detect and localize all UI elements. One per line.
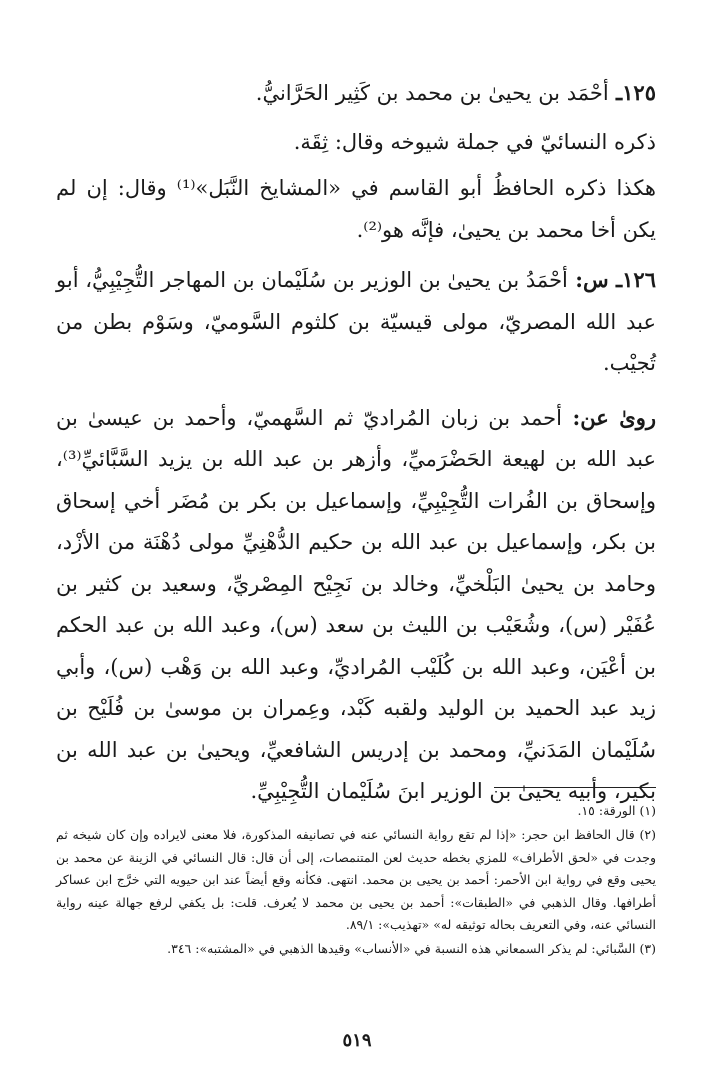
entry-text: هكذا ذكره الحافظُ أبو القاسم في «المشايخ النَّبَل»⁽¹⁾ وقال: إن لم يكن أخا محمد بن يحيىٰ، فإنَّه هو⁽²⁾.	[56, 176, 656, 242]
entry-126-narrators	[56, 397, 656, 813]
entry-text: أحْمَد بن يحيىٰ بن محمد بن كَثِير الحَرَّانيُّ.	[255, 81, 609, 105]
entry-text: أحمد بن زبان المُراديّ ثم السَّهميّ، وأحمد بن عيسىٰ بن عبد الله بن لهيعة الحَضْرَميِّ، وأزهر بن عبد الله بن يزيد السَّبَّائيِّ⁽³⁾، وإسحاق بن الفُرات التُّجِيْبِيِّ، وإسماعيل بن بكر بن مُضَر أخي إسحاق بن بكر، وإسماعيل بن عبد الله بن حكيم الدُّهْنِيِّ مولى دُهْنَة من الأزْد، وحامد بن يحيىٰ البَلْخيِّ، وخالد بن نَجِيْح المِصْريِّ، وسعيد بن كثير بن عُفَيْر (س)، وشُعَيْب بن الليث بن سعد (س)، وعبد الله بن عبد الحكم بن أعْيَن، وعبد الله بن كُلَيْب المُراديِّ، وعبد الله بن وَهْب (س)، وأبي زيد عبد الحميد بن الوليد ولقبه كَبْد، وعِمران بن موسىٰ بن فُلَيْح بن سُلَيْمان المَدَنيِّ، ومحمد بن إدريس الشافعيِّ، ويحيىٰ بن عبد الله بن بكير، وأبيه يحيىٰ بن الوزير ابنَ سُلَيْمان التُّجِيْبِيِّ.	[56, 405, 656, 803]
narrated-from-label: روىٰ عن:	[561, 404, 657, 430]
entry-126-heading	[56, 259, 656, 385]
entry-text: أحْمَدُ بن يحيىٰ بن الوزير بن سُلَيْمان بن المهاجر التُّجِيْبِيُّ، أبو عبد الله المصريّ، مولى قيسيّة بن كلثوم السَّوميّ، وسَوْم بطن من تُجيْب.	[56, 268, 656, 375]
entry-number: ١٢٥ـ	[608, 80, 656, 105]
footnote-1: (١) الورقة: ١٥.	[577, 803, 656, 818]
entry-125-statement	[56, 121, 656, 164]
footnote-3: (٣) السَّبائي: لم يذكر السمعاني هذه النسبة في «الأنساب» وقيدها الذهبي في «المشتبه»: ٣٤٦.	[167, 941, 656, 957]
entry-text: ذكره النسائيّ في جملة شيوخه وقال: ثِقَة.	[293, 129, 656, 154]
footnote-separator	[494, 787, 656, 788]
entry-125-note	[56, 167, 656, 251]
main-text	[56, 72, 656, 813]
footnotes	[56, 800, 656, 963]
footnote-2: (٢) قال الحافظ ابن حجر: «إذا لم تقع رواية النسائي عنه في تصانيفه المذكورة، فلا معنى لايراده وإن كان شيخه ثم وجدت في «لحق الأطراف» للمزي بخطه حديث لعن المتنمصات، إلى أن قال: قال النسائي في الزينة عن محمد بن يحيى وقع في رواية ابن الأحمر: أحمد بن يحيى بن محمد. انتهى. فكأنه وقع أيضاً عند ابن حيويه التي خرَّج ابن عساكر أطرافها. وقال الذهبي في «الطبقات»: أحمد بن يحيى بن محمد لا يُعرف. قلت: بل يكفي لرفع جهالة عينه رواية النسائي عنه، وفي التعريف بحاله توثيقه له» «تهذيب»: ٨٩/١.	[56, 827, 656, 933]
page-number: ٥١٩	[342, 1030, 372, 1051]
entry-number: ١٢٦ـ س:	[567, 267, 656, 292]
entry-125-heading	[56, 72, 656, 115]
